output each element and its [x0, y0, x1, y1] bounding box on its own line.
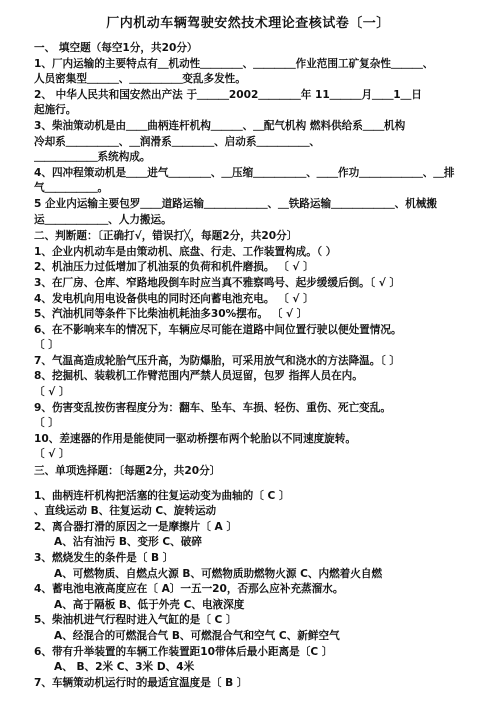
choice-q6-options: A、 B、2米 C、3米 D、4米 [54, 661, 195, 674]
judge-q5: 5、汽油机同等条件下比柴油机耗油多30%摆布。 〔 √ 〕 [34, 308, 308, 321]
fill-q5-line1: 5 企业内运输主要包罗＿＿道路运输＿＿＿＿＿＿、＿铁路运输＿＿＿＿＿＿、机械搬 [34, 197, 438, 210]
choice-q1: 1、曲柄连杆机构把活塞的往复运动变为曲轴的〔 C 〕 [34, 489, 290, 502]
page-title: 厂内机动车辆驾驶安然技术理论查核试卷〔一〕 [106, 16, 390, 31]
fill-q1-line2: 人员密集型＿＿＿、＿＿＿＿＿变乱多发性。 [34, 73, 246, 86]
judge-q7: 7、气温高造成轮胎气压升高，为防爆胎，可采用放气和浇水的方法降温。〔 〕 [34, 354, 400, 367]
choice-q2: 2、离合器打滑的原因之一是摩擦片〔 A 〕 [34, 520, 238, 533]
judge-q2: 2、机油压力过低增加了机油泵的负荷和机件磨损。 〔 √ 〕 [34, 261, 314, 274]
judge-q10-line1: 10、差速器的作用是能使同一驱动桥摆布两个轮胎以不同速度旋转。 [34, 432, 356, 445]
section-judge-heading: 二、判断题：〔正确打√，错误打╳，每题2分，共20分〕 [34, 230, 298, 243]
judge-q9-answer: 〔 〕 [34, 417, 59, 430]
choice-q5: 5、柴油机进气行程时进入气缸的是〔 C 〕 [34, 614, 237, 627]
choice-q4-options: A、高于隔板 B、低于外壳 C、电液深度 [54, 598, 245, 611]
fill-q2-line1: 2、 中华人民共和国安然出产法 于＿＿＿2002＿＿＿＿年 11＿＿＿月＿＿1＿日 [34, 88, 422, 101]
exam-body [34, 40, 466, 691]
fill-q2-line2: 起施行。 [34, 104, 77, 117]
choice-q7: 7、车辆策动机运行时的最适宜温度是〔 B 〕 [34, 676, 248, 689]
judge-q10-answer: 〔 √ 〕 [34, 448, 70, 461]
choice-q1-options: 、直线运动 B、往复运动 C、旋转运动 [34, 505, 217, 518]
choice-q3: 3、燃烧发生的条件是〔 B 〕 [34, 552, 174, 564]
judge-q1: 1、企业内机动车是由策动机、底盘、行走、工作装置构成。（ ） [34, 245, 337, 258]
judge-q3: 3、在厂房、仓库、窄路地段倒车时应当真不雅察鸣号、起步缓缓后倒。〔 √ 〕 [34, 276, 401, 289]
spacer [34, 480, 466, 489]
choice-q5-options: A、经混合的可燃混合气 B、可燃混合气和空气 C、新鲜空气 [54, 629, 340, 642]
fill-q1-line1: 1、厂内运输的主要特点有＿机动性＿＿＿＿、＿＿＿＿作业范围工矿复杂性＿＿＿、 [34, 57, 434, 70]
judge-q6-answer: 〔 〕 [34, 339, 59, 352]
section-choice-heading: 三、单项选择题：〔每题2分，共20分〕 [34, 465, 221, 478]
judge-q9-line1: 9、伤害变乱按伤害程度分为：翻车、坠车、车损、轻伤、重伤、死亡变乱。 [34, 401, 391, 414]
judge-q8-answer: 〔 √ 〕 [34, 386, 70, 399]
judge-q8-line1: 8、挖掘机、装载机工作臂范围内严禁人员逗留，包罗 指挥人员在内。 [34, 370, 363, 383]
choice-q2-options: A、沾有油污 B、变形 C、破碎 [54, 536, 202, 549]
fill-q3-line3: ＿＿＿＿＿＿系统构成。 [34, 151, 151, 164]
section-fill-heading: 一、 填空题（每空1分，共20分） [34, 42, 198, 54]
choice-q3-options: A、可燃物质、自燃点火源 B、可燃物质助燃物火源 C、内燃着火自燃 [54, 567, 383, 580]
fill-q3-line2: 冷却系＿＿＿＿＿、＿润滑系＿＿＿＿、启动系＿＿＿＿＿、 [34, 135, 321, 148]
fill-q4-line2: 气＿＿＿＿＿。 [34, 182, 109, 195]
judge-q4: 4、发电机向用电设备供电的同时还向蓄电池充电。 〔 √ 〕 [34, 292, 314, 305]
fill-q3-line1: 3、柴油策动机是由＿＿曲柄连杆机构＿＿＿、＿配气机构 燃料供给系＿＿机构 [34, 119, 406, 132]
fill-q5-line2: 运＿＿＿＿＿＿、人力搬运。 [34, 213, 172, 226]
fill-q4-line1: 4、四冲程策动机是＿＿进气＿＿＿＿、＿压缩＿＿＿＿＿、＿＿作功＿＿＿＿＿＿、＿排 [34, 166, 455, 179]
judge-q6-line1: 6、在不影响来车的情况下，车辆应尽可能在道路中间位置行驶以便处置情况。 [34, 323, 402, 336]
choice-q6: 6、带有升举装置的车辆工作装置距10带体后最小距离是〔C 〕 [34, 645, 333, 658]
choice-q4: 4、蓄电池电液高度应在〔 A〕一五一20，否那么应补充蒸溜水。 [34, 583, 344, 596]
